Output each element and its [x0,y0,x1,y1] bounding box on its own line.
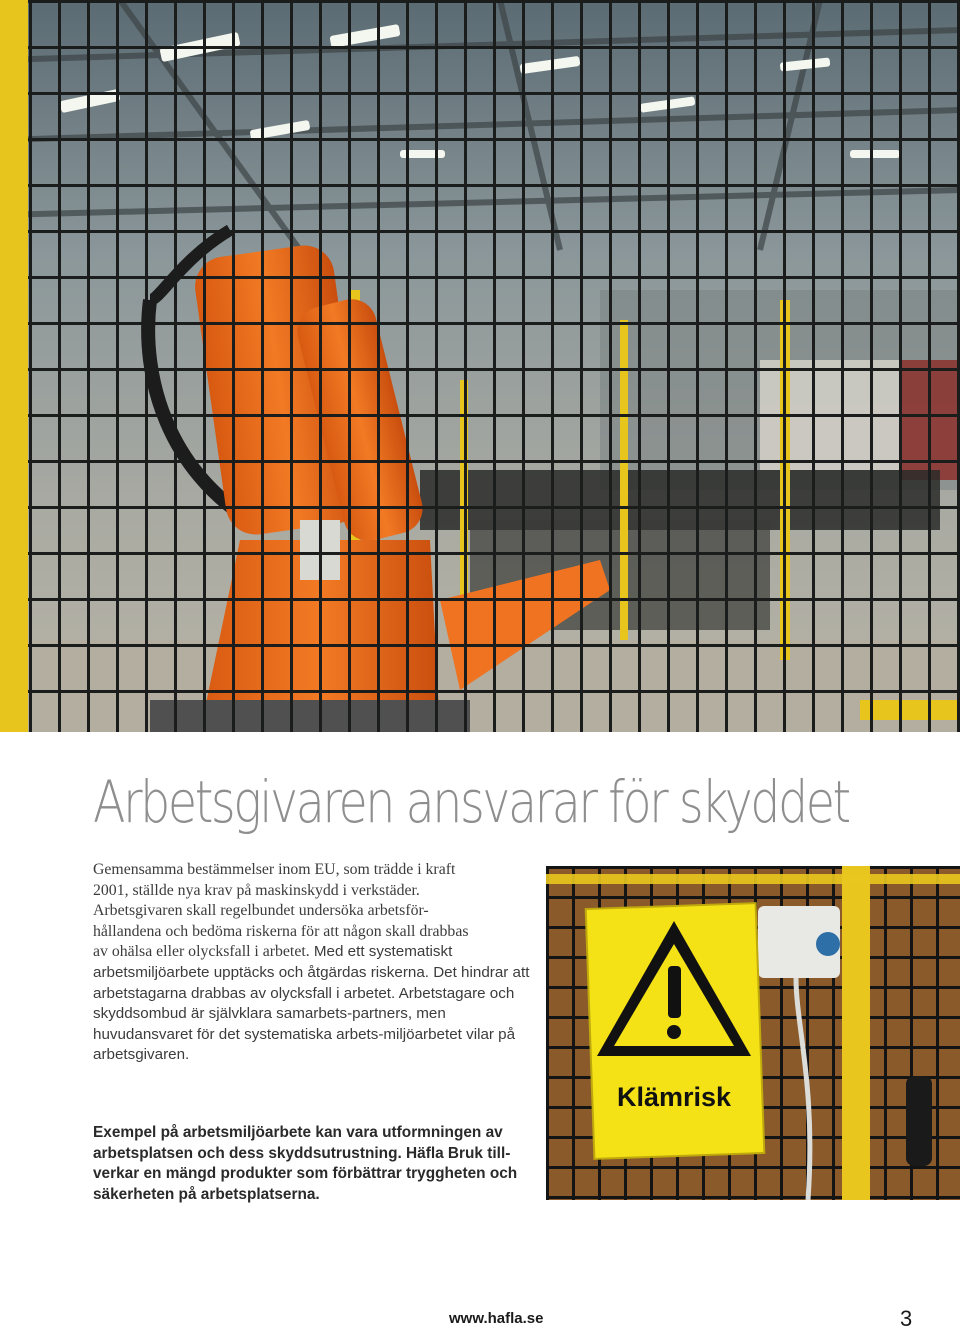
lead-line: Gemensamma bestämmelser inom EU, som trädde i kraft [93,861,456,878]
page-number: 3 [900,1306,913,1331]
lead-line: 2001, ställde nya krav på maskinskydd i verkstäder. [93,881,420,899]
body-paragraph: Med ett systematiskt arbetsmiljöarbete upptäcks och åtgärdas riskerna. Det hindrar att arbetstagarna drabbas av olycksfall i arbetet. Arbetstagare och skyddsombud är självklara samarbets-partners, men huvudansvaret för det systematiska arbets-miljöarbetet vilar på arbetsgivaren. [93,943,530,1064]
sign-label: Klämrisk [616,1082,732,1112]
footer-url[interactable]: www.hafla.se [449,1310,544,1327]
page-title: Arbetsgivaren ansvarar för skyddet [93,768,849,836]
warning-sign-photo [546,866,960,1200]
highlight-text: Exempel på arbetsmiljöarbete kan vara utformningen av arbetsplatsen och dess skyddsutrustning. Häfla Bruk till-verkar en mängd produkter som förbättrar tryggheten och säkerheten på arbetsplatserna. [93,1124,518,1203]
warning-sign [586,903,765,1159]
lead-line: av ohälsa eller olycksfall i arbetet. [93,943,310,961]
lead-line: hållandena och bedöma riskerna för att någon skall drabbas [93,922,469,940]
body-copy [93,860,533,1066]
lead-line: Arbetsgivaren skall regelbundet undersöka arbetsför- [93,902,429,920]
highlight-paragraph [93,1123,538,1205]
fence-sign-illustration [546,866,960,1200]
